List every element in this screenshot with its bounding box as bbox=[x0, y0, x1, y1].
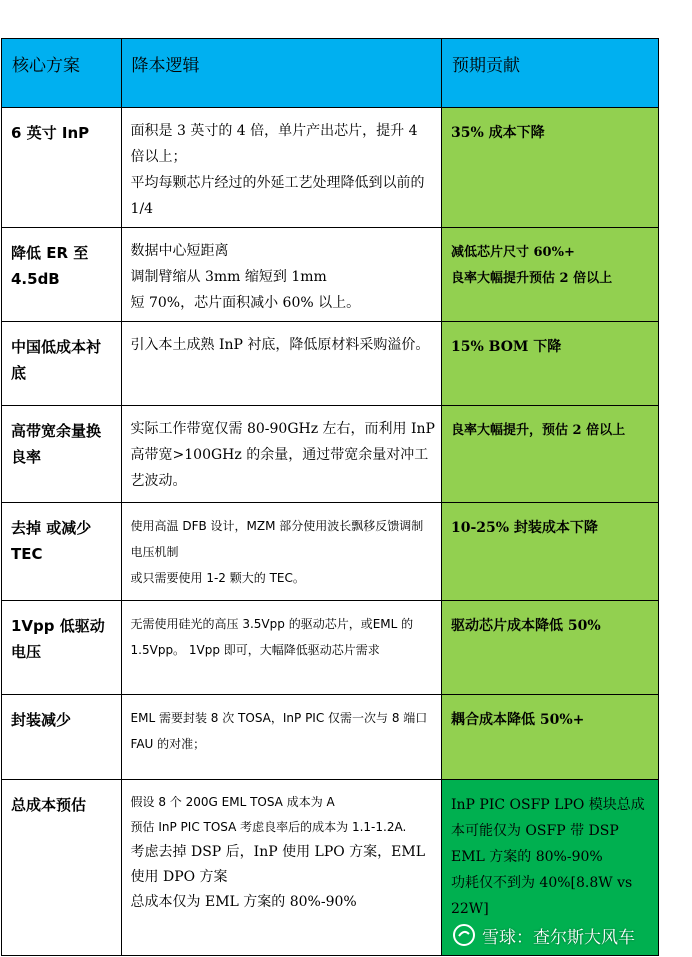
contribution-cell: 10-25% 封装成本下降 bbox=[441, 503, 658, 601]
contribution-cell: 耦合成本降低 50%+ bbox=[441, 695, 658, 780]
plan-cell: 6 英寸 InP bbox=[2, 108, 122, 228]
watermark-text: 雪球：查尔斯大风车 bbox=[482, 927, 635, 948]
table-row bbox=[2, 601, 659, 695]
contribution-cell: 35% 成本下降 bbox=[441, 108, 658, 228]
logic-cell: EML 需要封装 8 次 TOSA，InP PIC 仅需一次与 8 端口 FAU 的对准； bbox=[121, 695, 441, 780]
plan-cell: 中国低成本衬底 bbox=[2, 322, 122, 406]
header-row bbox=[2, 39, 659, 108]
contribution-cell: 15% BOM 下降 bbox=[441, 322, 658, 406]
logic-cell: 假设 8 个 200G EML TOSA 成本为 A 预估 InP PIC TOSA 考虑良率后的成本为 1.1-1.2A. 考虑去掉 DSP 后，InP 使用 LPO 方案，EML 使用 DPO 方案 总成本仅为 EML 方案的 80%-90% bbox=[121, 780, 441, 956]
logic-cell: 面积是 3 英寸的 4 倍，单片产出芯片，提升 4 倍以上； 平均每颗芯片经过的外延工艺处理降低到以前的 1/4 bbox=[121, 108, 441, 228]
table-row bbox=[2, 695, 659, 780]
contribution-cell: 良率大幅提升，预估 2 倍以上 bbox=[441, 406, 658, 503]
contribution-cell: 驱动芯片成本降低 50% bbox=[441, 601, 658, 695]
header-logic: 降本逻辑 bbox=[121, 39, 441, 108]
table-row bbox=[2, 322, 659, 406]
logic-cell: 无需使用硅光的高压 3.5Vpp 的驱动芯片，或EML 的 1.5Vpp。 1Vpp 即可，大幅降低驱动芯片需求 bbox=[121, 601, 441, 695]
contribution-cell: InP PIC OSFP LPO 模块总成本可能仅为 OSFP 带 DSP EML 方案的 80%-90% 功耗仅不到为 40%[8.8W vs 22W] bbox=[441, 780, 658, 956]
plan-cell: 1Vpp 低驱动电压 bbox=[2, 601, 122, 695]
table-row bbox=[2, 108, 659, 228]
plan-cell: 总成本预估 bbox=[2, 780, 122, 956]
plan-cell: 去掉 或减少 TEC bbox=[2, 503, 122, 601]
table-row bbox=[2, 228, 659, 322]
header-plan: 核心方案 bbox=[2, 39, 122, 108]
logic-cell: 使用高温 DFB 设计，MZM 部分使用波长飘移反馈调制电压机制 或只需要使用 1-2 颗大的 TEC。 bbox=[121, 503, 441, 601]
plan-cell: 封装减少 bbox=[2, 695, 122, 780]
watermark bbox=[452, 922, 688, 948]
snowball-logo-icon bbox=[452, 923, 476, 947]
table-row bbox=[2, 406, 659, 503]
logic-cell: 引入本土成熟 InP 衬底，降低原材料采购溢价。 bbox=[121, 322, 441, 406]
table-row bbox=[2, 503, 659, 601]
plan-cell: 降低 ER 至 4.5dB bbox=[2, 228, 122, 322]
contribution-cell: 减低芯片尺寸 60%+ 良率大幅提升预估 2 倍以上 bbox=[441, 228, 658, 322]
logic-cell: 数据中心短距离 调制臂缩从 3mm 缩短到 1mm 短 70%，芯片面积减小 60% 以上。 bbox=[121, 228, 441, 322]
logic-cell: 实际工作带宽仅需 80-90GHz 左右，而利用 InP 高带宽>100GHz 的余量，通过带宽余量对冲工艺波动。 bbox=[121, 406, 441, 503]
cost-reduction-table bbox=[1, 38, 659, 956]
plan-cell: 高带宽余量换良率 bbox=[2, 406, 122, 503]
header-contribution: 预期贡献 bbox=[441, 39, 658, 108]
